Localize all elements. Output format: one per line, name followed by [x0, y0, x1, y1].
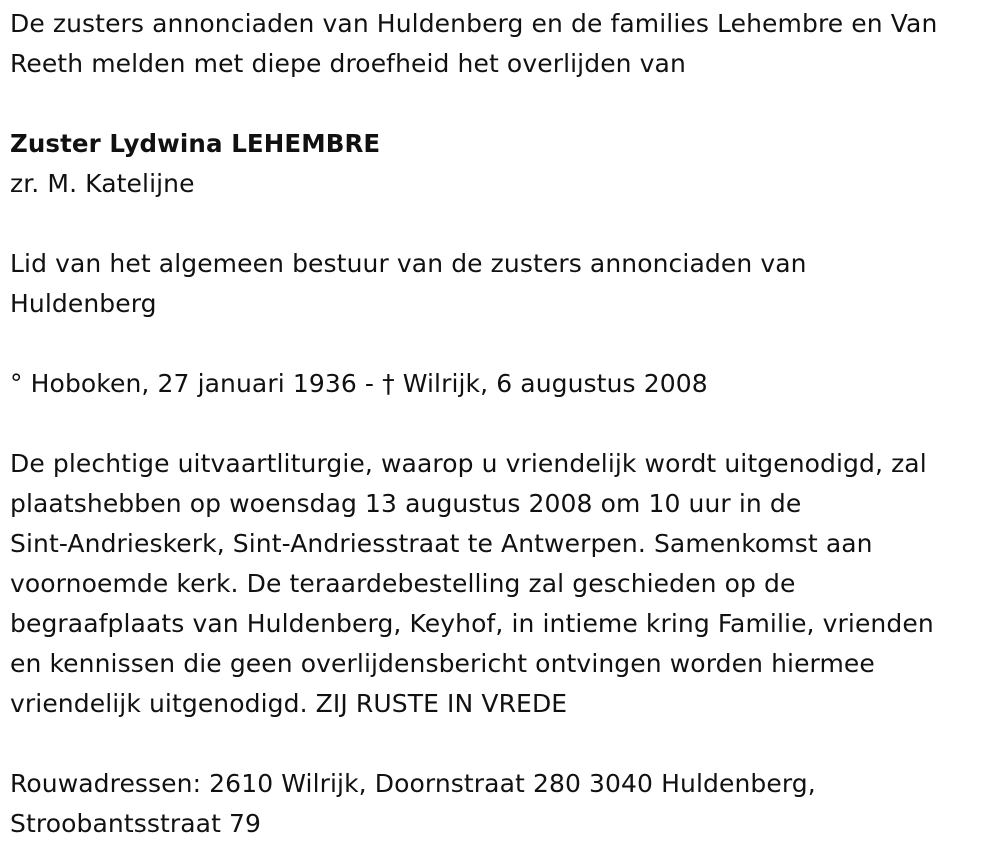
- ceremony-line: plaatshebben op woensdag 13 augustus 2008 om 10 uur in de: [10, 489, 802, 518]
- intro-line: De zusters annonciaden van Huldenberg en de families Lehembre en Van: [10, 9, 938, 38]
- life-dates: [10, 364, 995, 404]
- death-notice: [10, 4, 995, 844]
- ceremony-line: voornoemde kerk. De teraardebestelling zal geschieden op de: [10, 569, 796, 598]
- death-info: Wilrijk, 6 augustus 2008: [402, 369, 708, 398]
- birth-info: ° Hoboken, 27 januari 1936 -: [10, 369, 375, 398]
- spacer: [10, 204, 995, 244]
- address-line: Stroobantsstraat 79: [10, 809, 262, 838]
- address-line: Rouwadressen: 2610 Wilrijk, Doornstraat 280 3040 Huldenberg,: [10, 769, 816, 798]
- role-line: Huldenberg: [10, 289, 157, 318]
- spacer: [10, 404, 995, 444]
- ceremony-line: Sint-Andrieskerk, Sint-Andriesstraat te Antwerpen. Samenkomst aan: [10, 529, 873, 558]
- role-paragraph: [10, 244, 995, 324]
- spacer: [10, 324, 995, 364]
- intro-line: Reeth melden met diepe droefheid het overlijden van: [10, 49, 686, 78]
- ceremony-paragraph: [10, 444, 995, 724]
- spacer: [10, 724, 995, 764]
- ceremony-line: begraafplaats van Huldenberg, Keyhof, in intieme kring Familie, vrienden: [10, 609, 934, 638]
- ceremony-line: De plechtige uitvaartliturgie, waarop u vriendelijk wordt uitgenodigd, zal: [10, 449, 927, 478]
- intro-paragraph: [10, 4, 995, 84]
- ceremony-line: vriendelijk uitgenodigd. ZIJ RUSTE IN VREDE: [10, 689, 568, 718]
- role-line: Lid van het algemeen bestuur van de zusters annonciaden van: [10, 249, 807, 278]
- cross-icon: †: [382, 369, 395, 398]
- deceased-name: Zuster Lydwina LEHEMBRE: [10, 129, 381, 158]
- religious-name: zr. M. Katelijne: [10, 169, 195, 198]
- ceremony-line: en kennissen die geen overlijdensbericht ontvingen worden hiermee: [10, 649, 875, 678]
- spacer: [10, 84, 995, 124]
- address-paragraph: [10, 764, 995, 844]
